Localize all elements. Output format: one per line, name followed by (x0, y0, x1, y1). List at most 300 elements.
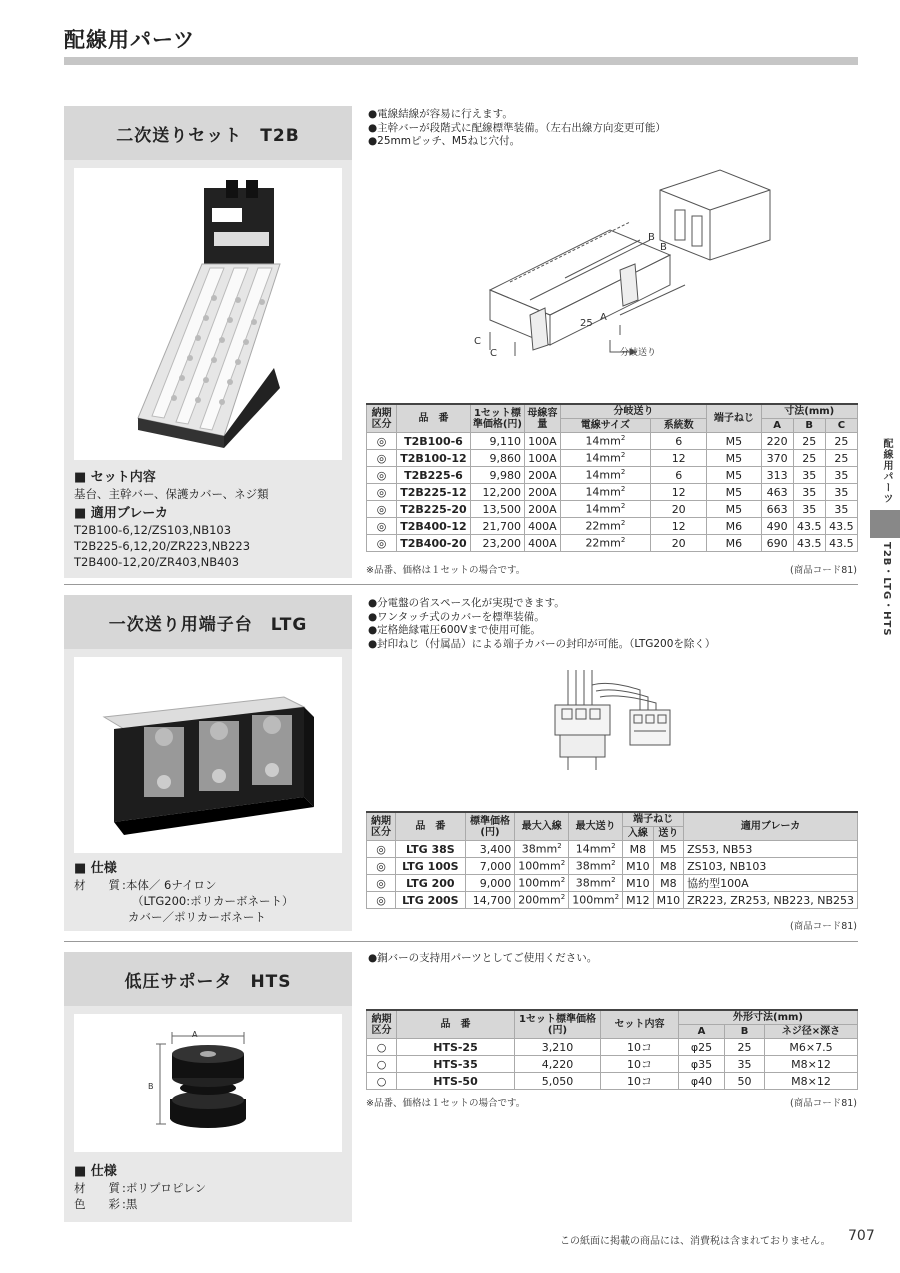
hts-code-note: (商品コード81) (790, 1098, 858, 1109)
cell-value: LTG 200S (402, 893, 459, 907)
hts-spec-heading: ■ 仕様 (74, 1164, 117, 1179)
table-row (367, 467, 858, 484)
cell-value: 35 (834, 485, 849, 499)
hts-dim-a: A (192, 1030, 198, 1039)
cell-value: M5 (725, 485, 743, 499)
table-cell (470, 501, 524, 518)
t2b-feature-1: ●電線結線が容易に行えます。 (368, 108, 513, 120)
table-cell (793, 535, 825, 552)
cell-value: ○ (376, 1057, 387, 1071)
table-cell (761, 501, 793, 518)
hts-feature-1: ●銅バーの支持用パーツとしてご使用ください。 (368, 952, 598, 964)
table-cell (367, 858, 396, 875)
cell-value: M8 (629, 842, 647, 856)
table-cell (367, 892, 396, 909)
cell-value: 7,000 (479, 859, 512, 873)
cell-value: 50 (737, 1074, 752, 1088)
hts-th-screw: ネジ径×深さ (765, 1025, 858, 1039)
table-cell (397, 518, 471, 535)
table-row (367, 501, 858, 518)
ltg-th-in: 入線 (623, 827, 654, 841)
cell-value: 9,860 (489, 451, 522, 465)
t2b-product-image (74, 168, 342, 460)
cell-value: 14mm (585, 468, 621, 482)
table-cell (525, 467, 561, 484)
t2b-dimension-diagram (470, 160, 790, 370)
table-cell (651, 450, 707, 467)
hts-material: :ポリプロピレン (122, 1181, 207, 1195)
cell-value: ◎ (376, 536, 387, 550)
cell-value: ◎ (376, 519, 387, 533)
cell-value: ZR223, ZR253, NB223, NB253 (687, 893, 854, 907)
cell-value: 200A (528, 468, 557, 482)
cell-value: 12 (671, 451, 686, 465)
table-cell (525, 484, 561, 501)
table-cell (651, 467, 707, 484)
cell-value: ◎ (376, 451, 387, 465)
t2b-breaker-3: T2B400-12,20/ZR403,NB403 (74, 555, 240, 569)
table-cell (396, 858, 466, 875)
cell-value: 14,700 (472, 893, 512, 907)
t2b-breaker-2: T2B225-6,12,20/ZR223,NB223 (74, 539, 251, 553)
cell-value: T2B100-12 (400, 451, 467, 465)
table-cell (525, 433, 561, 450)
table-cell (725, 1073, 765, 1090)
cell-value: M5 (660, 842, 677, 856)
table-cell (684, 875, 858, 892)
hts-color-key: 色 彩 (74, 1197, 120, 1211)
table-row (367, 858, 858, 875)
cell-value: 21,700 (482, 519, 522, 533)
table-cell (397, 501, 471, 518)
cell-value: 100A (528, 451, 557, 465)
table-cell (765, 1056, 858, 1073)
ltg-heading: 一次送り用端子台 LTG (64, 595, 352, 649)
hts-material-key: 材 質 (74, 1181, 120, 1195)
t2b-features (368, 108, 666, 149)
table-cell (765, 1039, 858, 1056)
table-cell (397, 1056, 515, 1073)
cell-value: 5,050 (541, 1074, 574, 1088)
cell-value: ○ (376, 1074, 387, 1088)
cell-value: M10 (626, 859, 650, 873)
cell-value: 490 (766, 519, 788, 533)
cell-value: 14mm (585, 485, 621, 499)
t2b-th-wire: 電線サイズ (560, 419, 650, 433)
table-cell (367, 467, 397, 484)
cell-value: ◎ (376, 842, 386, 856)
ltg-feature-3: ●定格絶縁電圧600Vまで使用可能。 (368, 624, 541, 636)
cell-value: 25 (802, 451, 817, 465)
table-cell (651, 433, 707, 450)
ltg-code-note: (商品コード81) (790, 921, 858, 932)
table-cell (623, 841, 654, 858)
table-cell (825, 467, 857, 484)
table-cell (707, 501, 761, 518)
ltg-feature-1: ●分電盤の省スペース化が実現できます。 (368, 597, 565, 609)
cell-value: 23,200 (482, 536, 522, 550)
t2b-th-code: 品 番 (397, 404, 471, 433)
hts-features (368, 952, 597, 966)
cell-value: 400A (528, 536, 557, 550)
t2b-breaker-1: T2B100-6,12/ZS103,NB103 (74, 523, 232, 537)
cell-value: 220 (766, 434, 788, 448)
table-cell (793, 518, 825, 535)
table-cell (825, 450, 857, 467)
cell-value: 43.5 (829, 536, 854, 550)
ltg-th-out: 送り (653, 827, 684, 841)
cell-value: M8×12 (791, 1074, 831, 1088)
cell-value: φ40 (690, 1074, 713, 1088)
cell-value: M8 (660, 876, 677, 890)
table-cell (793, 501, 825, 518)
cell-value: 14mm (585, 434, 621, 448)
table-cell (397, 467, 471, 484)
hts-th-delivery: 納期区分 (367, 1010, 397, 1039)
cell-value: 690 (766, 536, 788, 550)
footer-tax-note: この紙面に掲載の商品には、消費税は含まれておりません。 (560, 1236, 831, 1247)
table-cell (793, 433, 825, 450)
cell-value: M6 (725, 536, 743, 550)
cell-value: 12 (671, 485, 686, 499)
cell-value: M8×12 (791, 1057, 831, 1071)
cell-value: 3,210 (541, 1040, 574, 1054)
table-cell: $100mm^2$ (515, 858, 569, 875)
hts-th-set: セット内容 (601, 1010, 679, 1039)
cell-value: 3,400 (479, 842, 512, 856)
cell-value: ◎ (376, 434, 387, 448)
hts-th-price: 1セット標準価格(円) (515, 1010, 601, 1039)
table-row (367, 1056, 858, 1073)
table-row (367, 1073, 858, 1090)
t2b-feature-3: ●25mmピッチ、M5ねじ穴付。 (368, 135, 521, 147)
hts-spec-info (74, 1162, 206, 1212)
cell-value: 協約型100A (687, 877, 749, 890)
cell-value: 35 (834, 502, 849, 516)
cell-value: 100A (528, 434, 557, 448)
table-cell (465, 841, 515, 858)
cell-value: 100mm (572, 893, 615, 907)
table-cell (396, 875, 466, 892)
cell-value: T2B225-20 (400, 502, 467, 516)
table-cell (367, 1039, 397, 1056)
table-cell (761, 450, 793, 467)
cell-value: 20 (671, 536, 686, 550)
cell-value: 12 (671, 519, 686, 533)
cell-value: M6×7.5 (789, 1040, 833, 1054)
cell-value: 10コ (627, 1058, 652, 1071)
table-cell (515, 1039, 601, 1056)
table-cell (825, 535, 857, 552)
cell-value: 100mm (518, 859, 561, 873)
table-cell (825, 501, 857, 518)
ltg-spec-table (366, 811, 858, 909)
cell-value: ZS53, NB53 (687, 842, 753, 856)
cell-value: 38mm (575, 859, 612, 873)
table-cell (793, 484, 825, 501)
ltg-material-3: カバー／ポリカーボネート (128, 910, 266, 924)
t2b-th-screw: 端子ねじ (707, 404, 761, 433)
hts-spec-table (366, 1009, 858, 1090)
hts-product-image (74, 1014, 342, 1152)
cell-value: 25 (834, 451, 849, 465)
cell-value: ◎ (376, 502, 387, 516)
cell-value: ZS103, NB103 (687, 859, 767, 873)
t2b-th-bus: 母線容量 (525, 404, 561, 433)
table-cell (679, 1056, 725, 1073)
table-cell (367, 518, 397, 535)
table-cell (470, 467, 524, 484)
t2b-th-delivery: 納期区分 (367, 404, 397, 433)
table-cell (397, 535, 471, 552)
table-cell (601, 1039, 679, 1056)
table-cell (761, 433, 793, 450)
hts-heading: 低圧サポータ HTS (64, 952, 352, 1006)
cell-value: M5 (725, 434, 743, 448)
t2b-branch-label: 分岐送り (620, 348, 657, 358)
t2b-set-contents: 基台、主幹バー、保護カバー、ネジ類 (74, 487, 269, 501)
cell-value: ◎ (376, 876, 386, 890)
table-cell (623, 875, 654, 892)
cell-value: 35 (802, 502, 817, 516)
table-cell (684, 892, 858, 909)
ltg-feature-4: ●封印ねじ（付属品）による端子カバーの封印が可能。（LTG200を除く） (368, 637, 716, 650)
hts-panel (64, 1006, 352, 1222)
cell-value: 14mm (585, 502, 621, 516)
table-cell (761, 535, 793, 552)
table-cell: $14mm^2$ (569, 841, 623, 858)
table-cell (653, 875, 684, 892)
cell-value: HTS-25 (433, 1040, 478, 1054)
cell-value: 22mm (585, 536, 621, 550)
ltg-material-2: （LTG200:ポリカーボネート） (132, 894, 294, 908)
table-cell: $100mm^2$ (515, 875, 569, 892)
cell-value: 4,220 (541, 1057, 574, 1071)
cell-value: ◎ (376, 468, 387, 482)
table-row (367, 875, 858, 892)
t2b-dim-c2: C (490, 348, 497, 359)
table-cell (367, 501, 397, 518)
table-cell: $38mm^2$ (569, 858, 623, 875)
table-cell (367, 433, 397, 450)
cell-value: HTS-35 (433, 1057, 478, 1071)
cell-value: 38mm (521, 842, 558, 856)
cell-value: 663 (766, 502, 788, 516)
cell-value: 6 (675, 468, 683, 482)
table-cell (470, 484, 524, 501)
table-cell (623, 858, 654, 875)
cell-value: 6 (675, 434, 683, 448)
cell-value: 35 (834, 468, 849, 482)
cell-value: 35 (737, 1057, 752, 1071)
table-row (367, 433, 858, 450)
table-cell: $100mm^2$ (569, 892, 623, 909)
table-cell (397, 450, 471, 467)
ltg-th-code: 品 番 (396, 812, 466, 841)
table-cell (707, 450, 761, 467)
table-row (367, 450, 858, 467)
cell-value: M5 (725, 451, 743, 465)
table-cell (515, 1056, 601, 1073)
cell-value: M12 (626, 893, 650, 907)
table-cell (825, 484, 857, 501)
cell-value: 25 (737, 1040, 752, 1054)
table-row (367, 535, 858, 552)
side-category-label: 配線用パーツ (881, 438, 892, 504)
cell-value: 43.5 (796, 519, 822, 533)
cell-value: 370 (766, 451, 788, 465)
table-cell (761, 467, 793, 484)
cell-value: LTG 38S (405, 842, 455, 856)
table-cell (367, 841, 396, 858)
cell-value: M5 (725, 468, 743, 482)
table-cell (761, 518, 793, 535)
table-cell: $22mm^2$ (560, 535, 650, 552)
cell-value: M8 (660, 859, 677, 873)
table-cell (679, 1073, 725, 1090)
ltg-spec-info (74, 859, 293, 925)
ltg-wiring-diagram (550, 665, 680, 775)
table-cell (653, 892, 684, 909)
cell-value: HTS-50 (433, 1074, 478, 1088)
table-cell (707, 433, 761, 450)
table-cell (515, 1073, 601, 1090)
table-cell (653, 858, 684, 875)
divider-2 (64, 941, 858, 942)
page-number: 707 (848, 1228, 875, 1244)
cell-value: 463 (766, 485, 788, 499)
cell-value: T2B100-6 (404, 434, 463, 448)
hts-th-code: 品 番 (397, 1010, 515, 1039)
table-cell (679, 1039, 725, 1056)
t2b-panel (64, 160, 352, 578)
table-cell (623, 892, 654, 909)
page-title: 配線用パーツ (64, 28, 196, 52)
t2b-th-a: A (761, 419, 793, 433)
t2b-spec-table (366, 403, 858, 552)
cell-value: 10コ (627, 1041, 652, 1054)
table-cell (707, 518, 761, 535)
cell-value: 14mm (585, 451, 621, 465)
table-cell (465, 892, 515, 909)
table-cell (470, 518, 524, 535)
cell-value: M5 (725, 502, 743, 516)
cell-value: M6 (725, 519, 743, 533)
ltg-material-1: :本体／ 6ナイロン (122, 878, 217, 892)
cell-value: LTG 100S (402, 859, 459, 873)
t2b-th-c: C (825, 419, 857, 433)
table-cell (525, 450, 561, 467)
table-cell (825, 433, 857, 450)
table-cell (707, 467, 761, 484)
table-row (367, 518, 858, 535)
table-cell: $38mm^2$ (515, 841, 569, 858)
table-cell (825, 518, 857, 535)
table-cell (367, 875, 396, 892)
table-cell (470, 433, 524, 450)
cell-value: 9,000 (479, 876, 512, 890)
table-cell (725, 1056, 765, 1073)
cell-value: 43.5 (796, 536, 822, 550)
ltg-material-key: 材 質 (74, 878, 120, 892)
cell-value: φ35 (690, 1057, 713, 1071)
cell-value: ◎ (376, 485, 387, 499)
table-cell (707, 535, 761, 552)
ltg-th-delivery: 納期区分 (367, 812, 396, 841)
cell-value: 25 (834, 434, 849, 448)
t2b-dim-pitch: 25 (580, 318, 593, 329)
hts-note: ※品番、価格は１セットの場合です。 (366, 1098, 526, 1109)
t2b-dim-b2: B (660, 242, 667, 253)
table-cell: $38mm^2$ (569, 875, 623, 892)
divider-1 (64, 584, 858, 585)
table-cell (367, 535, 397, 552)
cell-value: 14mm (575, 842, 612, 856)
table-row (367, 1039, 858, 1056)
t2b-th-b: B (793, 419, 825, 433)
t2b-dim-a: A (600, 312, 607, 323)
table-cell: $14mm^2$ (560, 433, 650, 450)
t2b-dim-b1: B (648, 232, 655, 243)
table-cell (653, 841, 684, 858)
table-cell (525, 501, 561, 518)
cell-value: 12,200 (482, 485, 522, 499)
table-cell (367, 1073, 397, 1090)
cell-value: T2B400-20 (400, 536, 467, 550)
t2b-note: ※品番、価格は１セットの場合です。 (366, 565, 526, 576)
cell-value: 13,500 (482, 502, 522, 516)
table-cell: $14mm^2$ (560, 467, 650, 484)
title-bar (64, 57, 858, 65)
table-cell: $14mm^2$ (560, 484, 650, 501)
table-cell: $14mm^2$ (560, 450, 650, 467)
ltg-panel (64, 649, 352, 931)
table-cell (601, 1073, 679, 1090)
table-cell (601, 1056, 679, 1073)
ltg-th-max-out: 最大送り (569, 812, 623, 841)
table-row (367, 841, 858, 858)
table-cell (651, 535, 707, 552)
cell-value: 20 (671, 502, 686, 516)
cell-value: 38mm (575, 876, 612, 890)
cell-value: 100mm (518, 876, 561, 890)
t2b-breaker-heading: ■ 適用ブレーカ (74, 506, 169, 521)
table-cell (684, 858, 858, 875)
table-cell (651, 484, 707, 501)
cell-value: 35 (802, 468, 817, 482)
hts-th-a: A (679, 1025, 725, 1039)
ltg-th-max-in: 最大入線 (515, 812, 569, 841)
cell-value: T2B400-12 (400, 519, 467, 533)
table-cell (397, 1039, 515, 1056)
cell-value: φ25 (690, 1040, 713, 1054)
table-cell (397, 433, 471, 450)
cell-value: 9,110 (489, 434, 522, 448)
cell-value: 22mm (585, 519, 621, 533)
table-cell (367, 484, 397, 501)
table-cell (397, 484, 471, 501)
ltg-spec-heading: ■ 仕様 (74, 861, 117, 876)
t2b-code-note: (商品コード81) (790, 565, 858, 576)
ltg-photo (74, 657, 342, 853)
hts-photo (74, 1014, 342, 1152)
ltg-product-image (74, 657, 342, 853)
t2b-photo (74, 168, 342, 460)
table-cell (470, 535, 524, 552)
ltg-features (368, 597, 715, 651)
table-cell (761, 484, 793, 501)
table-cell: $200mm^2$ (515, 892, 569, 909)
